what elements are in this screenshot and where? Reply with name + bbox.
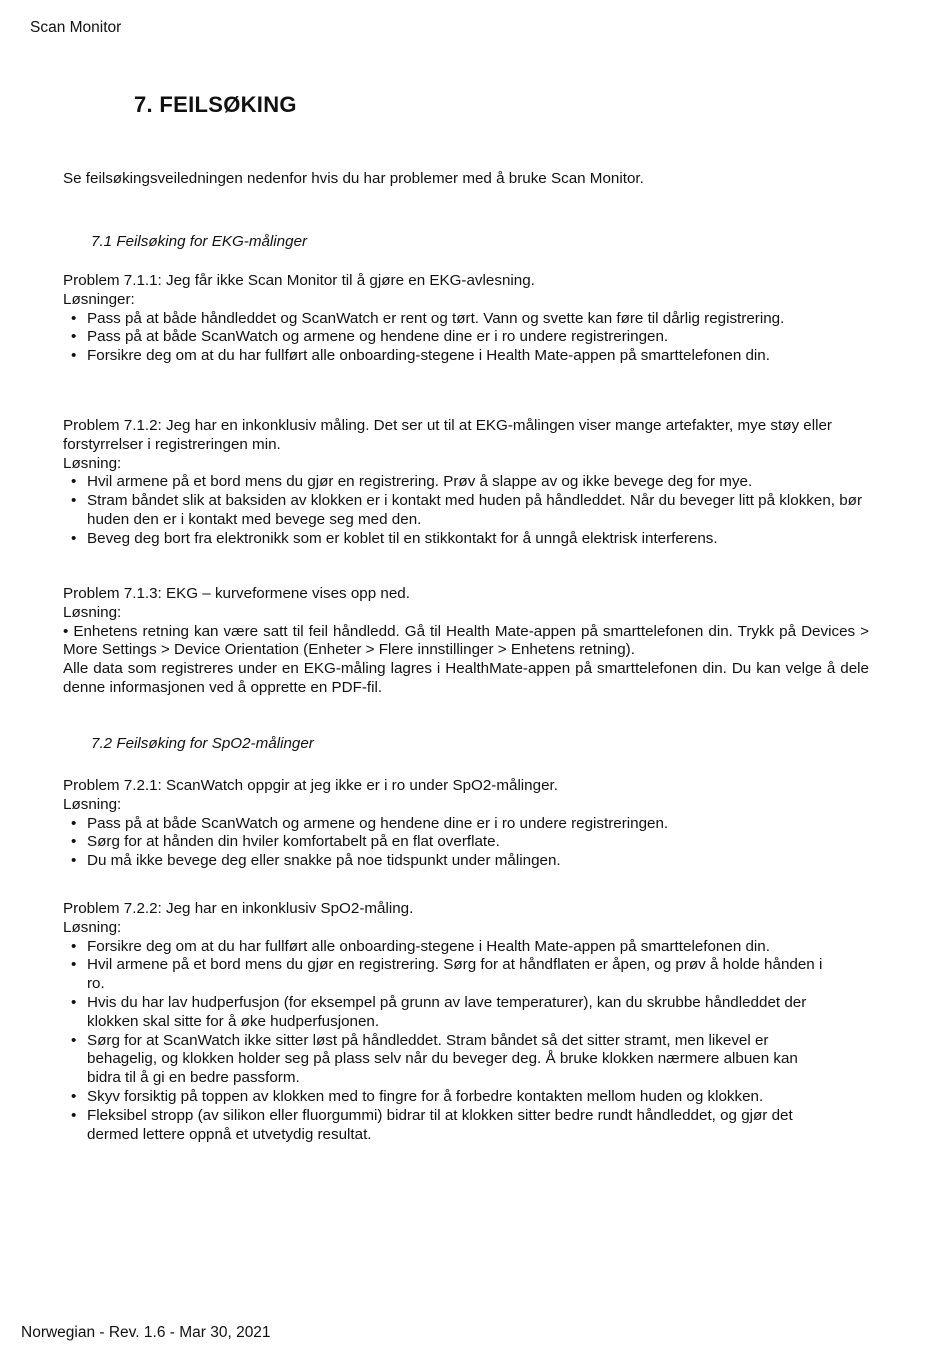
list-item: • Pass på at både håndleddet og ScanWatch er rent og tørt. Vann og svette kan føre til dårlig registrering.	[63, 310, 869, 329]
problem-712	[63, 417, 869, 549]
list-item: • Sørg for at ScanWatch ikke sitter løst på håndleddet. Stram båndet så det sitter stramt, men likevel er behagelig, og klokken holder seg på plass selv når du beveger deg. Å bruke klokken nærmere albuen kan bidra til å gi en bedre passform.	[63, 1032, 833, 1088]
list-item: • Pass på at både ScanWatch og armene og hendene dine er i ro undere registreringen.	[63, 815, 869, 834]
list-item: • Skyv forsiktig på toppen av klokken med to fingre for å forbedre kontakten mellom huden og klokken.	[63, 1088, 833, 1107]
solution-label: Løsning:	[63, 454, 122, 472]
list-item: • Stram båndet slik at baksiden av klokken er i kontakt med huden på håndleddet. Når du beveger litt på klokken, bør huden den er i kontakt med bevege seg med den.	[63, 492, 869, 530]
list-item: • Beveg deg bort fra elektronikk som er koblet til en stikkontakt for å unngå elektrisk interferens.	[63, 530, 869, 549]
list-item: • Fleksibel stropp (av silikon eller fluorgummi) bidrar til at klokken sitter bedre rundt håndleddet, og gjør det dermed lettere oppnå et utvetydig resultat.	[63, 1107, 833, 1145]
section-heading-spo2: 7.2 Feilsøking for SpO2-målinger	[91, 735, 314, 752]
problem-721	[63, 777, 869, 871]
problem-title: Problem 7.1.2: Jeg har en inkonklusiv måling. Det ser ut til at EKG-målingen viser mange artefakter, mye støy eller forstyrrelser i registreringen min.	[63, 417, 832, 453]
problem-711	[63, 272, 869, 366]
solution-list	[63, 473, 869, 548]
solution-label: Løsning:	[63, 603, 122, 621]
problem-722	[63, 900, 833, 1144]
solution-list	[63, 310, 869, 366]
section-heading-ekg: 7.1 Feilsøking for EKG-målinger	[91, 233, 308, 250]
list-item: • Forsikre deg om at du har fullført alle onboarding-stegene i Health Mate-appen på smarttelefonen din.	[63, 938, 833, 957]
problem-title: Problem 7.2.2: Jeg har en inkonklusiv SpO2-måling.	[63, 900, 414, 917]
list-item: • Hvis du har lav hudperfusjon (for eksempel på grunn av lave temperaturer), kan du skrubbe håndleddet der klokken skal sitte for å øke hudperfusjonen.	[63, 994, 833, 1032]
problem-title: Problem 7.1.3: EKG – kurveformene vises opp ned.	[63, 585, 410, 602]
intro-paragraph: Se feilsøkingsveiledningen nedenfor hvis du har problemer med å bruke Scan Monitor.	[63, 170, 644, 187]
list-item: • Hvil armene på et bord mens du gjør en registrering. Sørg for at håndflaten er åpen, og prøv å holde hånden i ro.	[63, 956, 833, 994]
page-title: 7. FEILSØKING	[134, 92, 297, 117]
list-item: • Sørg for at hånden din hviler komfortabelt på en flat overflate.	[63, 833, 869, 852]
list-item: • Pass på at både ScanWatch og armene og hendene dine er i ro undere registreringen.	[63, 328, 869, 347]
solution-label: Løsning:	[63, 918, 122, 936]
problem-713	[63, 585, 869, 698]
list-item: • Forsikre deg om at du har fullført alle onboarding-stegene i Health Mate-appen på smarttelefonen din.	[63, 347, 869, 366]
solution-list	[63, 938, 833, 1145]
list-item: • Hvil armene på et bord mens du gjør en registrering. Prøv å slappe av og ikke bevege deg for mye.	[63, 473, 869, 492]
solution-label: Løsninger:	[63, 290, 135, 308]
problem-title: Problem 7.2.1: ScanWatch oppgir at jeg ikke er i ro under SpO2-målinger.	[63, 777, 558, 794]
document-header: Scan Monitor	[30, 19, 122, 36]
data-storage-note: Alle data som registreres under en EKG-måling lagres i HealthMate-appen på smarttelefonen din. Du kan velge å dele denne informasjonen ved å opprette en PDF-fil.	[63, 660, 869, 696]
solution-text: • Enhetens retning kan være satt til feil håndledd. Gå til Health Mate-appen på smarttelefonen din. Trykk på Devices > More Settings > Device Orientation (Enheter > Flere innstillinger > Enhetens retning).	[63, 622, 869, 659]
problem-title: Problem 7.1.1: Jeg får ikke Scan Monitor til å gjøre en EKG-avlesning.	[63, 272, 535, 289]
document-footer: Norwegian - Rev. 1.6 - Mar 30, 2021	[21, 1324, 271, 1341]
solution-label: Løsning:	[63, 795, 122, 813]
solution-list	[63, 815, 869, 871]
list-item: • Du må ikke bevege deg eller snakke på noe tidspunkt under målingen.	[63, 852, 869, 871]
